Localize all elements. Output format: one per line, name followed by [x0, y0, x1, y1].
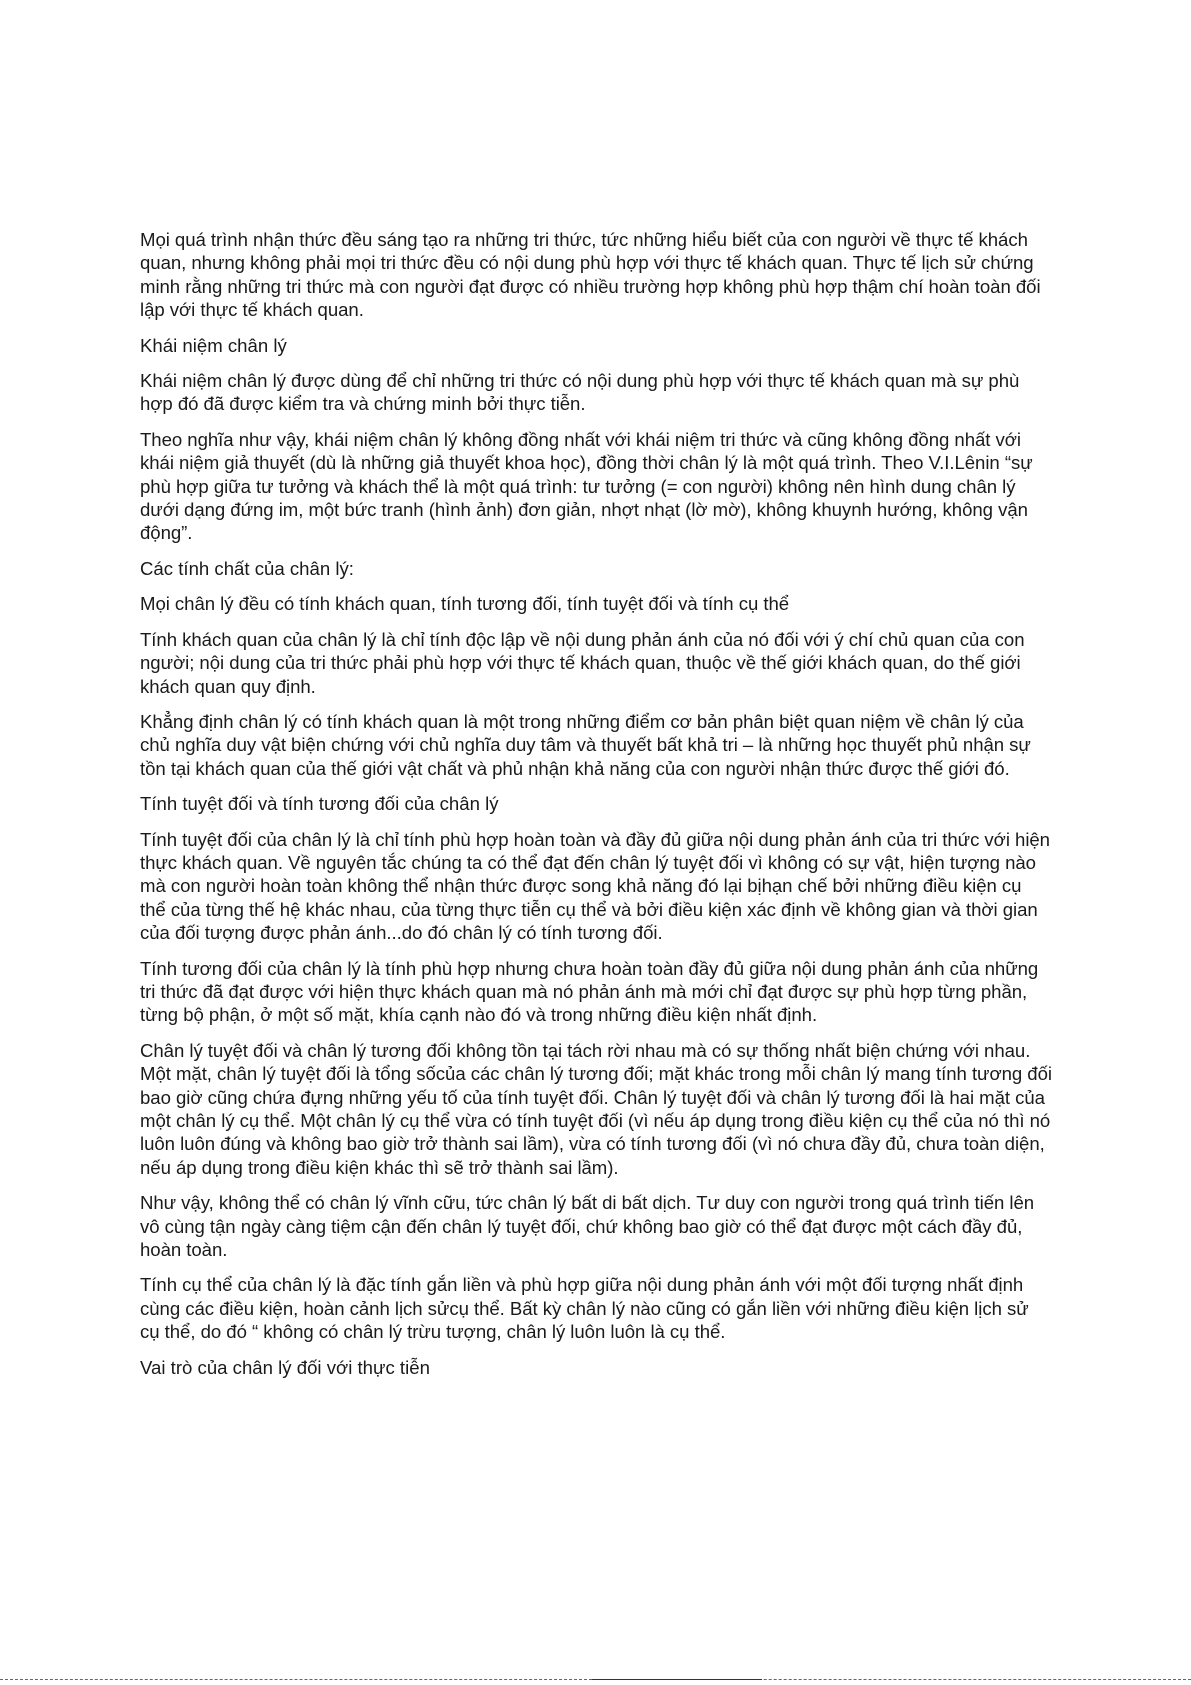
paragraph-objectivity: Tính khách quan của chân lý là chỉ tính độc lập về nội dung phản ánh của nó đối với ý chí chủ quan của con người; nội dung của tri thức phải phù hợp với thực tế khách quan, thuộc về thế giới khách quan, do thế giới khách quan quy định. — [140, 628, 1025, 697]
paragraph-lenin-quote: Theo nghĩa như vậy, khái niệm chân lý không đồng nhất với khái niệm tri thức và cũng không đồng nhất với khái niệm giả thuyết (dù là những giả thuyết khoa học), đồng thời chân lý là một quá trình. Theo V.I.Lênin “sự phù hợp giữa tư tưởng và khách thể là một quá trình: tư tưởng (= con người) không nên hình dung chân lý dưới dạng đứng im, một bức tranh (hình ảnh) đơn giản, nhợt nhạt (lờ mờ), không khuynh hướng, không vận động”. — [140, 428, 1033, 544]
paragraph-absolute: Tính tuyệt đối của chân lý là chỉ tính phù hợp hoàn toàn và đầy đủ giữa nội dung phản ánh của tri thức với hiện thực khách quan. Về nguyên tắc chúng ta có thể đạt đến chân lý tuyệt đối vì không có sự vật, hiện tượng nào mà con người hoàn toàn không thể nhận thức được song khả năng đó lại bịhạn chế bởi những điều kiện cụ thể của từng thế hệ khác nhau, của từng thực tiễn cụ thể và bởi điều kiện xác định về không gian và thời gian của đối tượng được phản ánh...do đó chân lý có tính tương đối. — [140, 828, 1050, 944]
paragraph-definition: Khái niệm chân lý được dùng để chỉ những tri thức có nội dung phù hợp với thực tế khách quan mà sự phù hợp đó đã được kiểm tra và chứng minh bởi thực tiễn. — [140, 370, 1020, 415]
heading-tinh-chat: Các tính chất của chân lý: — [140, 557, 354, 579]
paragraph-unity: Chân lý tuyệt đối và chân lý tương đối không tồn tại tách rời nhau mà có sự thống nhất biện chứng với nhau. Một mặt, chân lý tuyệt đối là tổng sốcủa các chân lý tương đối; mặt khác trong mỗi chân lý mang tính tương đối bao giờ cũng chứa đựng những yếu tố của tính tuyệt đối. Chân lý tuyệt đối và chân lý tương đối là hai mặt của một chân lý cụ thể. Một chân lý cụ thể vừa có tính tuyệt đối (vì nếu áp dụng trong điều kiện cụ thể của nó thì nó luôn luôn đúng và không bao giờ trở thành sai lầm), vừa có tính tương đối (vì nó chưa đầy đủ, chưa toàn diện, nếu áp dụng trong điều kiện khác thì sẽ trở thành sai lầm). — [140, 1039, 1052, 1178]
heading-khai-niem-chan-ly: Khái niệm chân lý — [140, 334, 287, 356]
paragraph-properties-list: Mọi chân lý đều có tính khách quan, tính tương đối, tính tuyệt đối và tính cụ thể — [140, 593, 790, 615]
heading-vai-tro: Vai trò của chân lý đối với thực tiễn — [140, 1356, 430, 1378]
heading-absolute-relative: Tính tuyệt đối và tính tương đối của chân lý — [140, 793, 499, 815]
document-body — [140, 228, 1052, 1391]
paragraph-relative: Tính tương đối của chân lý là tính phù hợp nhưng chưa hoàn toàn đầy đủ giữa nội dung phản ánh của những tri thức đã đạt được với hiện thực khách quan mà nó phản ánh mà mới chỉ đạt được sự phù hợp từng phần, từng bộ phận, ở một số mặt, khía cạnh nào đó và trong những điều kiện nhất định. — [140, 957, 1039, 1026]
paragraph-intro: Mọi quá trình nhận thức đều sáng tạo ra những tri thức, tức những hiểu biết của con người về thực tế khách quan, nhưng không phải mọi tri thức đều có nội dung phù hợp với thực tế khách quan. Thực tế lịch sử chứng minh rằng những tri thức mà con người đạt được có nhiều trường hợp không phù hợp thậm chí hoàn toàn đối lập với thực tế khách quan. — [140, 229, 1041, 321]
page-bottom-rule — [0, 1679, 1191, 1682]
page-bottom-rule-segment — [592, 1679, 762, 1680]
paragraph-no-eternal-truth: Như vậy, không thể có chân lý vĩnh cữu, tức chân lý bất di bất dịch. Tư duy con người trong quá trình tiến lên vô cùng tận ngày càng tiệm cận đến chân lý tuyệt đối, chứ không bao giờ có thể đạt được một cách đầy đủ, hoàn toàn. — [140, 1192, 1035, 1261]
paragraph-objectivity-affirm: Khẳng định chân lý có tính khách quan là một trong những điểm cơ bản phân biệt quan niệm về chân lý của chủ nghĩa duy vật biện chứng với chủ nghĩa duy tâm và thuyết bất khả tri – là những học thuyết phủ nhận sự tồn tại khách quan của thế giới vật chất và phủ nhận khả năng của con người nhận thức được thế giới đó. — [140, 710, 1031, 779]
paragraph-concreteness: Tính cụ thể của chân lý là đặc tính gắn liền và phù hợp giữa nội dung phản ánh với một đối tượng nhất định cùng các điều kiện, hoàn cảnh lịch sửcụ thể. Bất kỳ chân lý nào cũng có gắn liền với những điều kiện lịch sử cụ thể, do đó “ không có chân lý trừu tượng, chân lý luôn luôn là cụ thể. — [140, 1274, 1029, 1343]
